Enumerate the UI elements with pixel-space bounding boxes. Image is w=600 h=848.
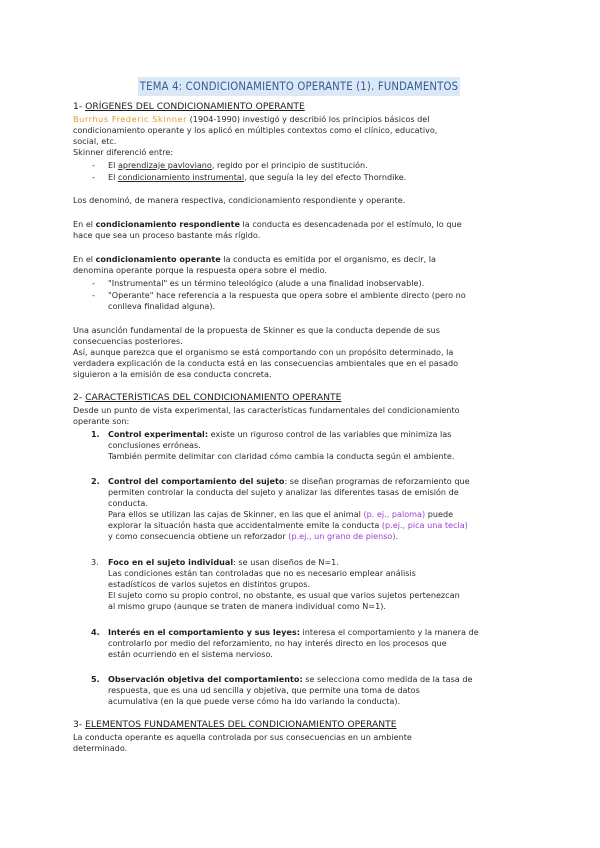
section-3-heading: 3- ELEMENTOS FUNDAMENTALES DEL CONDICIONAMIENTO OPERANTE [73, 719, 397, 730]
list-item: conclusiones erróneas. [108, 440, 201, 450]
list-item: respuesta, que es una ud sencilla y objetiva, que permite una toma de datos [108, 685, 420, 695]
paragraph-line: determinado. [73, 743, 128, 753]
list-item: y como consecuencia obtiene un reforzador (p.ej., un grano de pienso). [108, 531, 399, 541]
paragraph-line: consecuencias posteriores. [73, 336, 183, 346]
paragraph-line: Los denominó, de manera respectiva, condicionamiento respondiente y operante. [73, 195, 406, 205]
list-item: explorar la situación hasta que accidentalmente emite la conducta (p.ej., pica una tecla) [108, 520, 468, 530]
list-item: están ocurriendo en el sistema nervioso. [108, 649, 273, 659]
list-item: conducta. [108, 498, 148, 508]
bullet-item: El aprendizaje pavloviano, regido por el principio de sustitución. [108, 160, 368, 170]
paragraph-line: condicionamiento operante y los aplicó en múltiples contextos como el clínico, educativo, [73, 125, 438, 135]
paragraph-line: denomina operante porque la respuesta opera sobre el medio. [73, 265, 327, 275]
paragraph-line: La conducta operante es aquella controlada por sus consecuencias en un ambiente [73, 732, 412, 742]
list-number: 1. [91, 429, 100, 439]
bullet-dash: - [92, 278, 95, 288]
paragraph-line: Desde un punto de vista experimental, las características fundamentales del condicionamiento [73, 405, 460, 415]
list-number: 5. [91, 674, 100, 684]
paragraph-line: Skinner diferenció entre: [73, 147, 174, 157]
section-2-heading: 2- CARACTERÍSTICAS DEL CONDICIONAMIENTO OPERANTE [73, 392, 342, 403]
list-item: Interés en el comportamiento y sus leyes: interesa el comportamiento y la manera de [108, 627, 479, 637]
skinner-name: Burrhus Frederic Skinner [73, 114, 188, 124]
paragraph-line: operante son: [73, 416, 130, 426]
page-title: TEMA 4: CONDICIONAMIENTO OPERANTE (1). FUNDAMENTOS [138, 77, 460, 96]
list-item: Las condiciones están tan controladas que no es necesario emplear análisis [108, 568, 416, 578]
list-item: Control del comportamiento del sujeto: se diseñan programas de reforzamiento que [108, 476, 470, 486]
bullet-dash: - [92, 172, 95, 182]
bullet-item: El condicionamiento instrumental, que seguía la ley del efecto Thorndike. [108, 172, 407, 182]
section-1-heading: 1- ORÍGENES DEL CONDICIONAMIENTO OPERANTE [73, 101, 305, 112]
list-item: permiten controlar la conducta del sujeto y analizar las diferentes tasas de emisión de [108, 487, 459, 497]
list-item: controlarlo por medio del reforzamiento, no hay interés directo en los procesos que [108, 638, 447, 648]
list-item: acumulativa (en la que puede verse cómo ha ido variando la conducta). [108, 696, 401, 706]
list-number: 2. [91, 476, 100, 486]
paragraph-line: Así, aunque parezca que el organismo se está comportando con un propósito determinado, la [73, 347, 454, 357]
bullet-item: conlleva finalidad alguna). [108, 301, 216, 311]
list-item: Control experimental: existe un riguroso control de las variables que minimiza las [108, 429, 452, 439]
list-item: estadísticos de varios sujetos en distintos grupos. [108, 579, 311, 589]
paragraph-line: Burrhus Frederic Skinner (1904-1990) investigó y describió los principios básicos del [73, 114, 430, 124]
bullet-dash: - [92, 160, 95, 170]
list-item: También permite delimitar con claridad cómo cambia la conducta según el ambiente. [108, 451, 455, 461]
paragraph-line: verdadera explicación de la conducta está en las consecuencias ambientales que en el pasado [73, 358, 459, 368]
paragraph-line: En el condicionamiento operante la conducta es emitida por el organismo, es decir, la [73, 254, 436, 264]
paragraph-line: siguieron a la emisión de esa conducta concreta. [73, 369, 272, 379]
list-item: Para ellos se utilizan las cajas de Skinner, en las que el animal (p. ej., paloma) puede [108, 509, 454, 519]
list-number: 4. [91, 627, 100, 637]
list-item: El sujeto como su propio control, no obstante, es usual que varios sujetos pertenezcan [108, 590, 460, 600]
paragraph-line: social, etc. [73, 136, 117, 146]
bullet-item: "Instrumental" es un término teleológico (alude a una finalidad inobservable). [108, 278, 425, 288]
list-number: 3. [91, 557, 99, 567]
paragraph-line: Una asunción fundamental de la propuesta de Skinner es que la conducta depende de sus [73, 325, 440, 335]
paragraph-line: En el condicionamiento respondiente la conducta es desencadenada por el estímulo, lo que [73, 219, 462, 229]
paragraph-line: hace que sea un proceso bastante más rígido. [73, 230, 261, 240]
list-item: Observación objetiva del comportamiento: se selecciona como medida de la tasa de [108, 674, 473, 684]
list-item: Foco en el sujeto individual: se usan diseños de N=1. [108, 557, 339, 567]
list-item: al mismo grupo (aunque se traten de manera individual como N=1). [108, 601, 386, 611]
bullet-dash: - [92, 290, 95, 300]
bullet-item: "Operante" hace referencia a la respuesta que opera sobre el ambiente directo (pero no [108, 290, 466, 300]
